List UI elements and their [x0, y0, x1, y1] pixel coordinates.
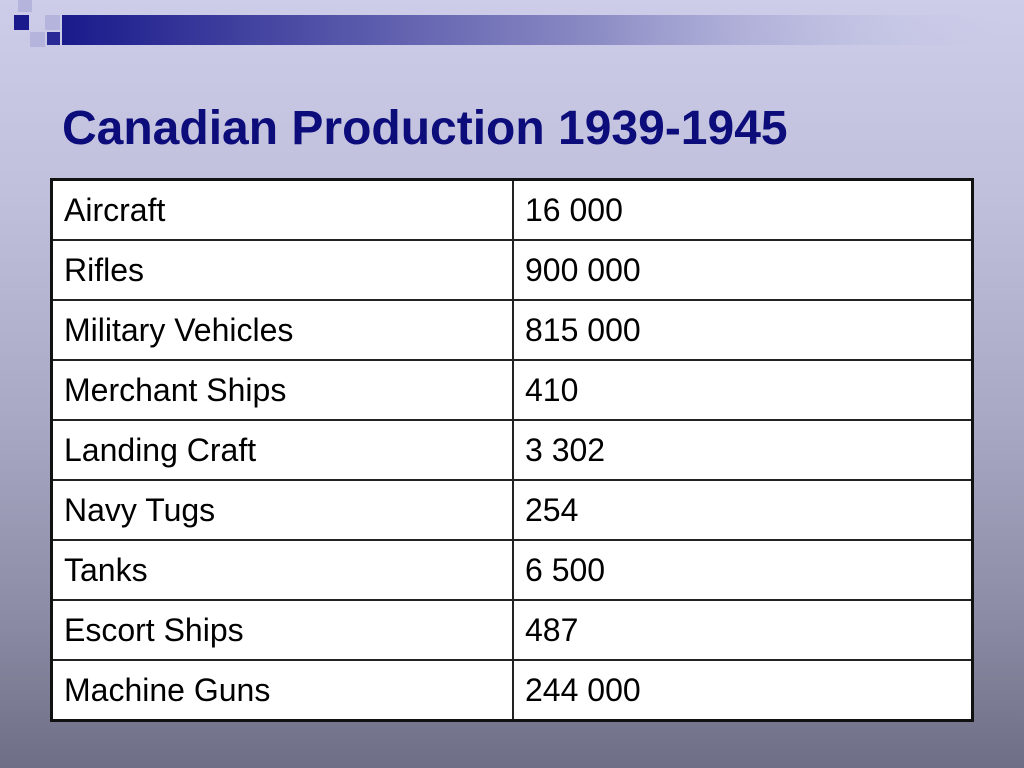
table-row	[52, 300, 973, 360]
table-row	[52, 360, 973, 420]
decor-square-light-bottom	[30, 32, 45, 47]
item-cell: Escort Ships	[52, 600, 514, 660]
item-cell: Rifles	[52, 240, 514, 300]
production-table-body	[52, 180, 973, 721]
quantity-cell: 487	[513, 600, 973, 660]
quantity-cell: 815 000	[513, 300, 973, 360]
table-row	[52, 420, 973, 480]
item-cell: Aircraft	[52, 180, 514, 241]
table-row	[52, 660, 973, 721]
item-cell: Navy Tugs	[52, 480, 514, 540]
table-row	[52, 540, 973, 600]
decor-square-navy-small	[47, 32, 60, 45]
production-table	[50, 178, 974, 722]
table-row	[52, 600, 973, 660]
header-decoration	[0, 0, 1024, 62]
item-cell: Military Vehicles	[52, 300, 514, 360]
decor-square-navy	[14, 15, 29, 30]
item-cell: Landing Craft	[52, 420, 514, 480]
table-row	[52, 180, 973, 241]
quantity-cell: 3 302	[513, 420, 973, 480]
decor-gradient-bar	[62, 15, 1024, 45]
item-cell: Machine Guns	[52, 660, 514, 721]
table-row	[52, 480, 973, 540]
quantity-cell: 6 500	[513, 540, 973, 600]
table-row	[52, 240, 973, 300]
decor-square-light-mid	[45, 15, 60, 30]
item-cell: Merchant Ships	[52, 360, 514, 420]
item-cell: Tanks	[52, 540, 514, 600]
quantity-cell: 16 000	[513, 180, 973, 241]
slide-title: Canadian Production 1939-1945	[62, 102, 788, 155]
decor-square-light-top	[18, 0, 32, 12]
quantity-cell: 410	[513, 360, 973, 420]
quantity-cell: 900 000	[513, 240, 973, 300]
quantity-cell: 254	[513, 480, 973, 540]
quantity-cell: 244 000	[513, 660, 973, 721]
